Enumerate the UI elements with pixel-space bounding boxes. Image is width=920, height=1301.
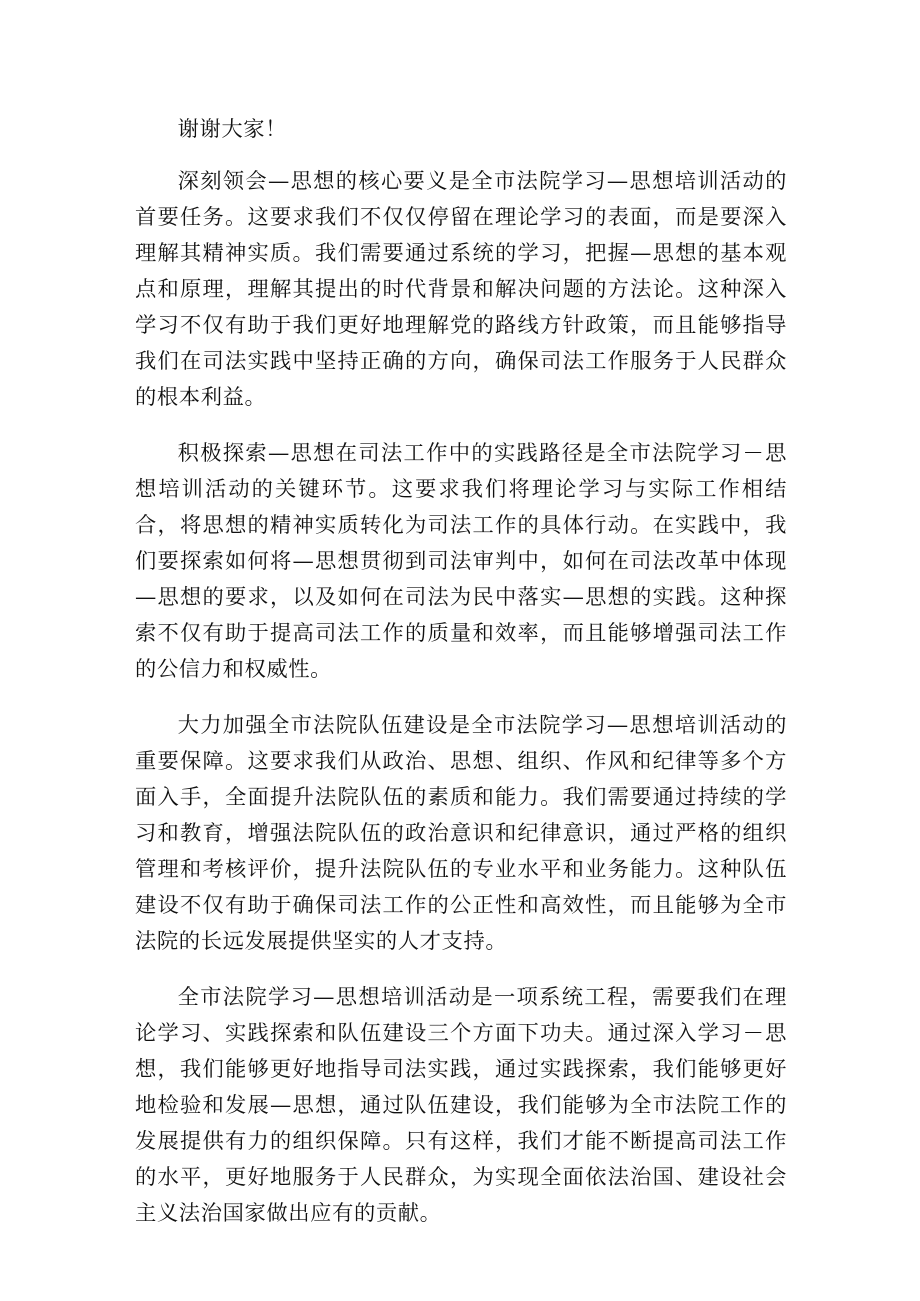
- paragraph-team-building: 大力加强全市法院队伍建设是全市法院学习—思想培训活动的重要保障。这要求我们从政治、思想、组织、作风和纪律等多个方面入手，全面提升法院队伍的素质和能力。我们需要通过持续的学习和教育，增强法院队伍的政治意识和纪律意识，通过严格的组织管理和考核评价，提升法院队伍的专业水平和业务能力。这种队伍建设不仅有助于确保司法工作的公正性和高效性，而且能够为全市法院的长远发展提供坚实的人才支持。: [135, 713, 787, 954]
- paragraph-core-essence: 深刻领会—思想的核心要义是全市法院学习—思想培训活动的首要任务。这要求我们不仅仅停留在理论学习的表面，而是要深入理解其精神实质。我们需要通过系统的学习，把握—思想的基本观点和原理，理解其提出的时代背景和解决问题的方法论。这种深入学习不仅有助于我们更好地理解党的路线方针政策，而且能够指导我们在司法实践中坚持正确的方向，确保司法工作服务于人民群众的根本利益。: [135, 169, 787, 410]
- closing-thanks: 谢谢大家！: [177, 117, 288, 142]
- paragraph-practice-path: 积极探索—思想在司法工作中的实践路径是全市法院学习－思想培训活动的关键环节。这要求我们将理论学习与实际工作相结合，将思想的精神实质转化为司法工作的具体行动。在实践中，我们要探索如何将—思想贯彻到司法审判中，如何在司法改革中体现—思想的要求，以及如何在司法为民中落实—思想的实践。这种探索不仅有助于提高司法工作的质量和效率，而且能够增强司法工作的公信力和权威性。: [135, 441, 787, 682]
- paragraph-conclusion: 全市法院学习—思想培训活动是一项系统工程，需要我们在理论学习、实践探索和队伍建设三个方面下功夫。通过深入学习－思想，我们能够更好地指导司法实践，通过实践探索，我们能够更好地检验和发展—思想，通过队伍建设，我们能够为全市法院工作的发展提供有力的组织保障。只有这样，我们才能不断提高司法工作的水平，更好地服务于人民群众，为实现全面依法治国、建设社会主义法治国家做出应有的贡献。: [135, 985, 787, 1226]
- document-body: [135, 112, 787, 1232]
